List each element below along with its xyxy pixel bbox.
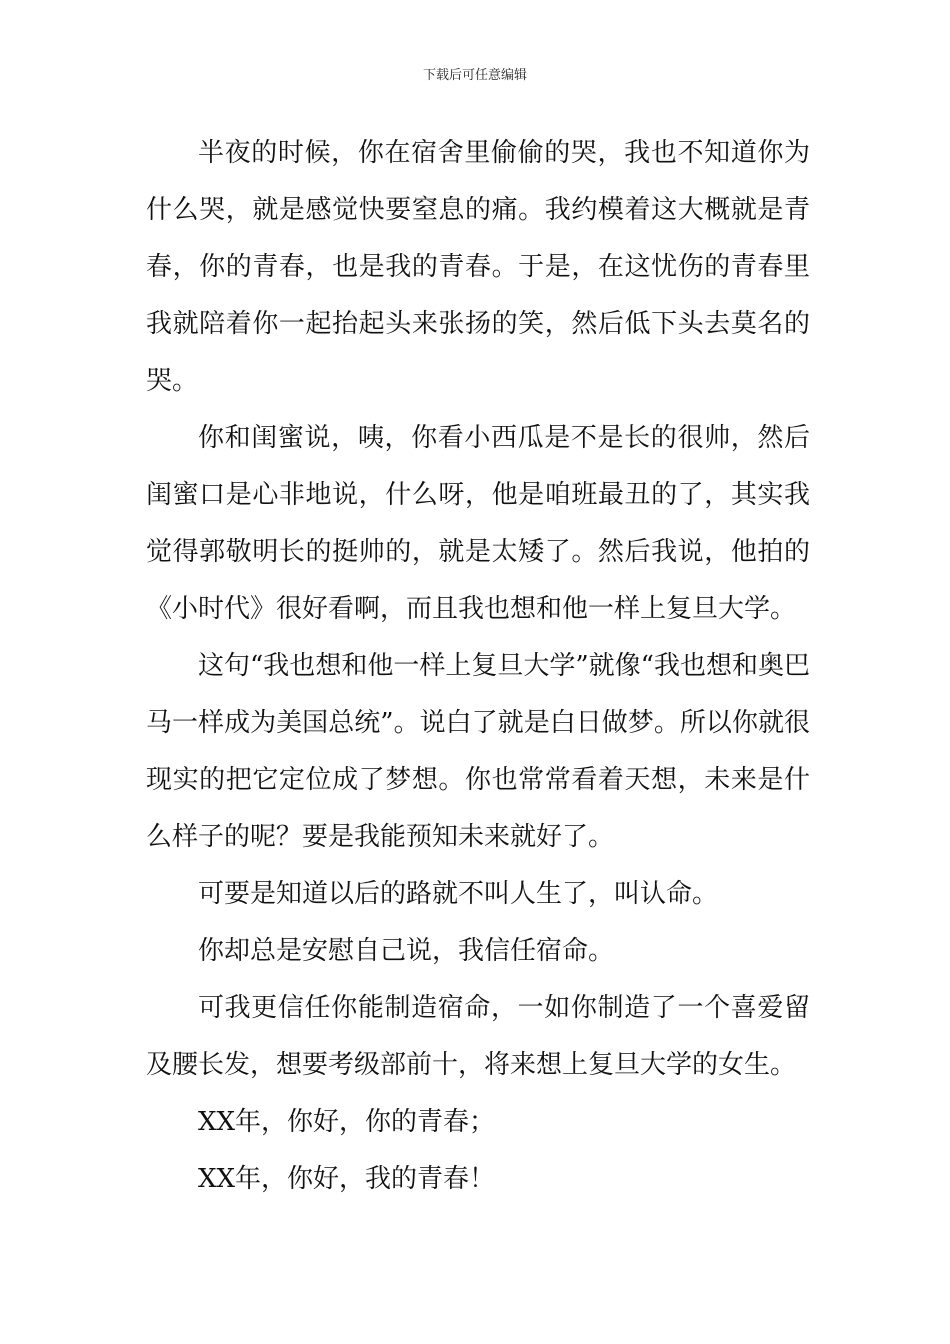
paragraph: 可我更信任你能制造宿命，一如你制造了一个喜爱留及腰长发，想要考级部前十，将来想上复旦大学的女生。 xyxy=(146,993,810,1080)
paragraph: 这句“我也想和他一样上复旦大学”就像“我也想和奥巴马一样成为美国总统”。说白了就是白日做梦。所以你就很现实的把它定位成了梦想。你也常常看着天想，未来是什么样子的呢？要是我能预知未来就好了。 xyxy=(146,651,810,852)
document-body xyxy=(146,125,810,1208)
paragraph: XX年，你好，你的青春； xyxy=(198,1107,496,1137)
paragraph: 你和闺蜜说，咦，你看小西瓜是不是长的很帅，然后闺蜜口是心非地说，什么呀，他是咱班最丑的了，其实我觉得郭敬明长的挺帅的，就是太矮了。然后我说，他拍的《小时代》很好看啊，而且我也想和他一样上复旦大学。 xyxy=(146,423,810,624)
paragraph: XX年，你好，我的青春！ xyxy=(198,1164,496,1194)
paragraph: 可要是知道以后的路就不叫人生了，叫认命。 xyxy=(198,879,719,909)
paragraph: 半夜的时候，你在宿舍里偷偷的哭，我也不知道你为什么哭，就是感觉快要窒息的痛。我约模着这大概就是青春，你的青春，也是我的青春。于是，在这忧伤的青春里我就陪着你一起抬起头来张扬的笑，然后低下头去莫名的哭。 xyxy=(146,138,810,396)
page-header: 下载后可任意编辑 xyxy=(422,68,527,83)
paragraph: 你却总是安慰自己说，我信任宿命。 xyxy=(198,936,615,966)
